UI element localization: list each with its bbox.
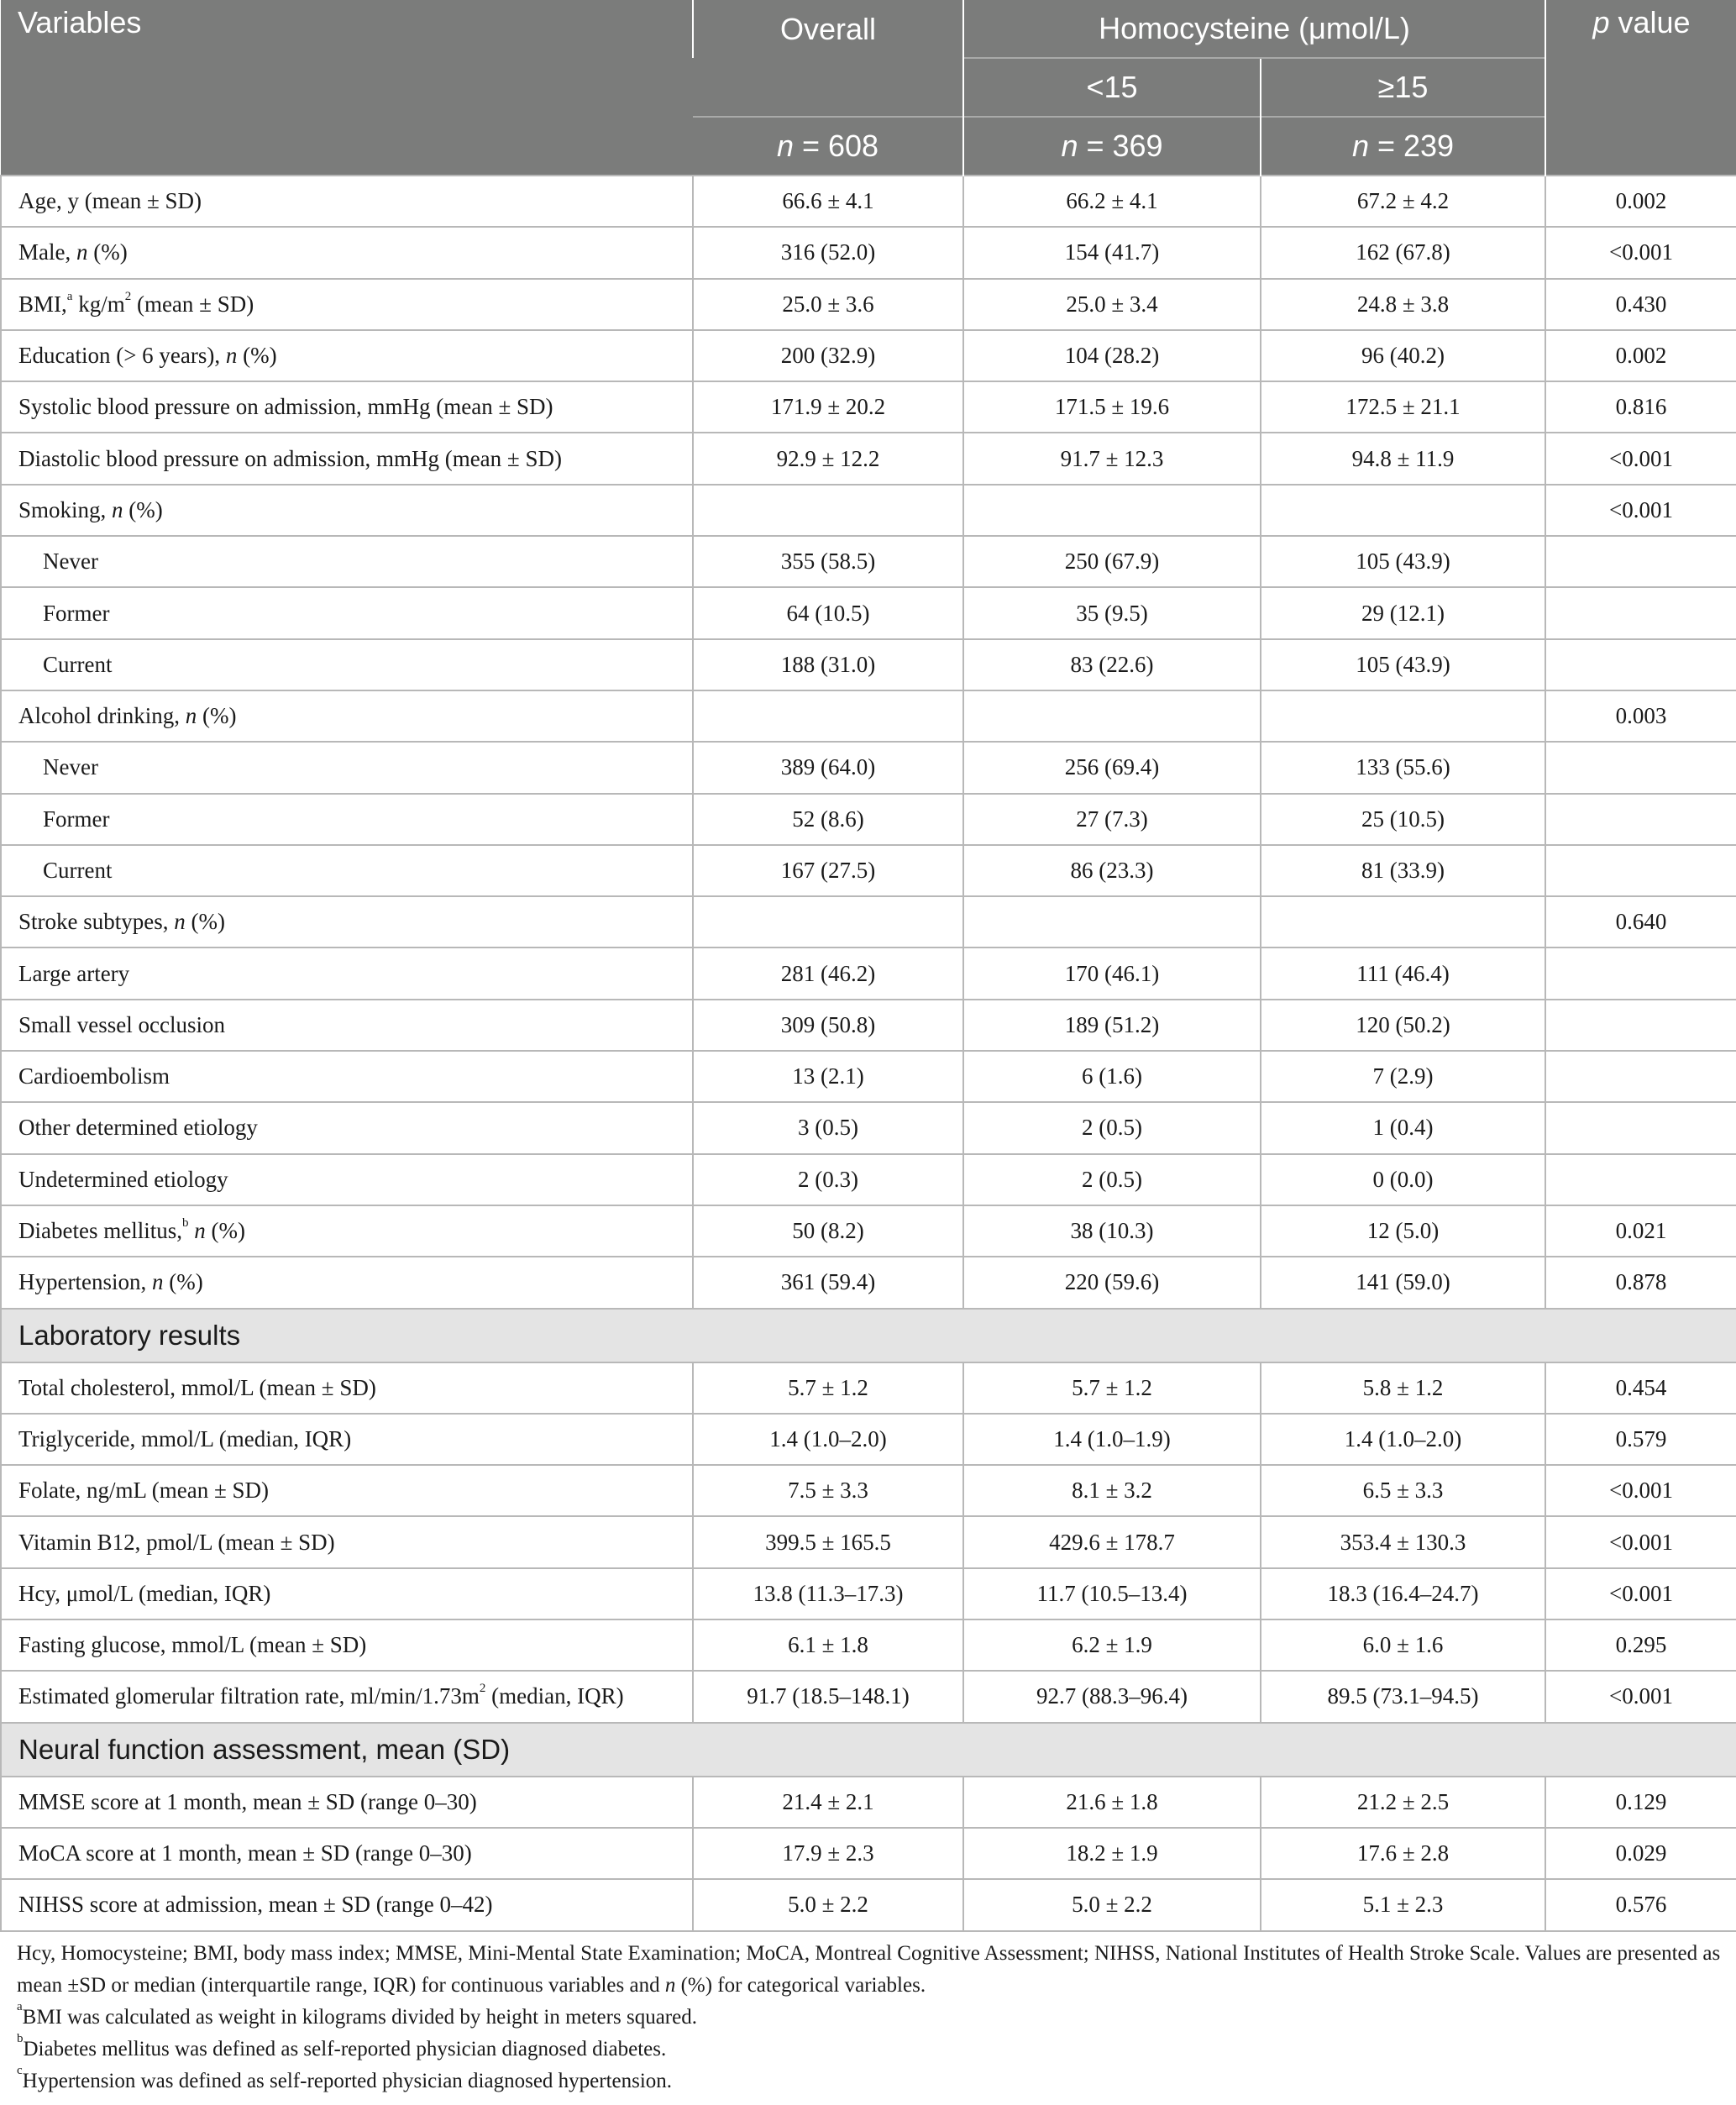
- cell-lt15: 6 (1.6): [963, 1051, 1261, 1102]
- cell-p-value: [1545, 536, 1736, 587]
- cell-overall: 200 (32.9): [693, 330, 963, 381]
- cell-p-value: [1545, 948, 1736, 999]
- table-row: [1, 896, 1736, 948]
- cell-overall: 91.7 (18.5–148.1): [693, 1671, 963, 1722]
- cell-ge15: [1261, 485, 1545, 536]
- cell-overall: 13 (2.1): [693, 1051, 963, 1102]
- table-row: [1, 1879, 1736, 1930]
- row-label: Stroke subtypes, n (%): [1, 896, 693, 948]
- row-label: Education (> 6 years), n (%): [1, 330, 693, 381]
- row-label: MMSE score at 1 month, mean ± SD (range 0–30): [1, 1777, 693, 1828]
- table-row: [1, 485, 1736, 536]
- cell-lt15: 5.0 ± 2.2: [963, 1879, 1261, 1930]
- cell-lt15: 104 (28.2): [963, 330, 1261, 381]
- cell-p-value: <0.001: [1545, 1516, 1736, 1567]
- cell-p-value: 0.129: [1545, 1777, 1736, 1828]
- section-row-lab-section: [1, 1309, 1736, 1362]
- row-label: Age, y (mean ± SD): [1, 176, 693, 227]
- cell-ge15: 25 (10.5): [1261, 794, 1545, 845]
- footnote-abbreviations: Hcy, Homocysteine; BMI, body mass index; MMSE, Mini-Mental State Examination; MoCA, Montreal Cognitive Assessment; NIHSS, National Institutes of Health Stroke Scale. Values are presented as mean ±SD or median (interquartile range, IQR) for continuous variables and n (%) for categorical variables.: [17, 1942, 1721, 1997]
- header-homocysteine-group: Homocysteine (μmol/L): [963, 0, 1545, 58]
- cell-ge15: 172.5 ± 21.1: [1261, 381, 1545, 433]
- cell-lt15: 171.5 ± 19.6: [963, 381, 1261, 433]
- row-label: Large artery: [1, 948, 693, 999]
- cell-ge15: 111 (46.4): [1261, 948, 1545, 999]
- cell-overall: 2 (0.3): [693, 1154, 963, 1205]
- cell-overall: 50 (8.2): [693, 1205, 963, 1257]
- cell-lt15: 429.6 ± 178.7: [963, 1516, 1261, 1567]
- row-label: Current: [1, 845, 693, 896]
- row-label: Systolic blood pressure on admission, mmHg (mean ± SD): [1, 381, 693, 433]
- cell-lt15: 21.6 ± 1.8: [963, 1777, 1261, 1828]
- cell-overall: 25.0 ± 3.6: [693, 279, 963, 330]
- cell-lt15: 154 (41.7): [963, 227, 1261, 278]
- cell-p-value: <0.001: [1545, 1671, 1736, 1722]
- cell-ge15: 141 (59.0): [1261, 1257, 1545, 1308]
- cell-p-value: <0.001: [1545, 433, 1736, 484]
- cell-ge15: 89.5 (73.1–94.5): [1261, 1671, 1545, 1722]
- cell-lt15: [963, 485, 1261, 536]
- table-row: [1, 1619, 1736, 1671]
- cell-overall: 3 (0.5): [693, 1102, 963, 1153]
- header-lt15: <15: [963, 58, 1261, 117]
- table-row: [1, 845, 1736, 896]
- cell-p-value: 0.576: [1545, 1879, 1736, 1930]
- cell-overall: [693, 896, 963, 948]
- table-row: [1, 227, 1736, 278]
- cell-overall: 17.9 ± 2.3: [693, 1828, 963, 1879]
- cell-ge15: 81 (33.9): [1261, 845, 1545, 896]
- cell-lt15: 27 (7.3): [963, 794, 1261, 845]
- cell-ge15: 162 (67.8): [1261, 227, 1545, 278]
- cell-overall: 171.9 ± 20.2: [693, 381, 963, 433]
- cell-ge15: 96 (40.2): [1261, 330, 1545, 381]
- cell-p-value: <0.001: [1545, 485, 1736, 536]
- row-label: Diabetes mellitus,$^b$ n (%): [1, 1205, 693, 1257]
- cell-lt15: 2 (0.5): [963, 1154, 1261, 1205]
- table-row: [1, 1828, 1736, 1879]
- cell-p-value: 0.878: [1545, 1257, 1736, 1308]
- cell-overall: 167 (27.5): [693, 845, 963, 896]
- table-row: [1, 1257, 1736, 1308]
- cell-overall: [693, 690, 963, 742]
- table-row: [1, 1000, 1736, 1051]
- cell-ge15: 18.3 (16.4–24.7): [1261, 1568, 1545, 1619]
- cell-p-value: [1545, 1154, 1736, 1205]
- cell-overall: 6.1 ± 1.8: [693, 1619, 963, 1671]
- cell-ge15: 133 (55.6): [1261, 742, 1545, 793]
- cell-overall: 64 (10.5): [693, 587, 963, 638]
- cell-p-value: 0.640: [1545, 896, 1736, 948]
- cell-ge15: 94.8 ± 11.9: [1261, 433, 1545, 484]
- table-row: [1, 279, 1736, 330]
- cell-p-value: [1545, 1102, 1736, 1153]
- cell-lt15: 220 (59.6): [963, 1257, 1261, 1308]
- cell-p-value: 0.579: [1545, 1414, 1736, 1465]
- cell-overall: 21.4 ± 2.1: [693, 1777, 963, 1828]
- row-label: Estimated glomerular filtration rate, $ml/\min/1.73m^2$ (median, IQR): [1, 1671, 693, 1722]
- table-row: [1, 1051, 1736, 1102]
- cell-p-value: [1545, 639, 1736, 690]
- cell-ge15: 24.8 ± 3.8: [1261, 279, 1545, 330]
- header-n-overall: n = 608: [693, 117, 963, 176]
- table-row: [1, 1205, 1736, 1257]
- row-label: Undetermined etiology: [1, 1154, 693, 1205]
- cell-lt15: 35 (9.5): [963, 587, 1261, 638]
- cell-ge15: 7 (2.9): [1261, 1051, 1545, 1102]
- cell-ge15: 0 (0.0): [1261, 1154, 1545, 1205]
- row-label: Former: [1, 587, 693, 638]
- row-label: Former: [1, 794, 693, 845]
- table-row: [1, 1465, 1736, 1516]
- cell-lt15: 83 (22.6): [963, 639, 1261, 690]
- cell-lt15: [963, 896, 1261, 948]
- cell-p-value: <0.001: [1545, 1568, 1736, 1619]
- table-row: [1, 794, 1736, 845]
- table-row: [1, 1777, 1736, 1828]
- table-row: [1, 1362, 1736, 1414]
- row-label: MoCA score at 1 month, mean ± SD (range 0–30): [1, 1828, 693, 1879]
- cell-p-value: [1545, 1000, 1736, 1051]
- cell-ge15: 67.2 ± 4.2: [1261, 176, 1545, 227]
- table-row: [1, 587, 1736, 638]
- cell-p-value: 0.003: [1545, 690, 1736, 742]
- row-label: Total cholesterol, mmol/L (mean ± SD): [1, 1362, 693, 1414]
- cell-ge15: 12 (5.0): [1261, 1205, 1545, 1257]
- header-overall: Overall: [693, 0, 963, 58]
- cell-overall: 188 (31.0): [693, 639, 963, 690]
- cell-overall: 66.6 ± 4.1: [693, 176, 963, 227]
- table-row: [1, 1414, 1736, 1465]
- header-n-ge15: n = 239: [1261, 117, 1545, 176]
- cell-ge15: 29 (12.1): [1261, 587, 1545, 638]
- row-label: Triglyceride, mmol/L (median, IQR): [1, 1414, 693, 1465]
- row-label: Alcohol drinking, n (%): [1, 690, 693, 742]
- table-row: [1, 1671, 1736, 1722]
- cell-ge15: 6.5 ± 3.3: [1261, 1465, 1545, 1516]
- table-row: [1, 948, 1736, 999]
- header-variables: Variables: [1, 0, 693, 176]
- cell-p-value: 0.002: [1545, 176, 1736, 227]
- row-label: Fasting glucose, mmol/L (mean ± SD): [1, 1619, 693, 1671]
- cell-ge15: [1261, 690, 1545, 742]
- cell-ge15: 5.1 ± 2.3: [1261, 1879, 1545, 1930]
- table-header: [1, 0, 1736, 176]
- header-n-lt15: n = 369: [963, 117, 1261, 176]
- cell-p-value: 0.029: [1545, 1828, 1736, 1879]
- cell-ge15: 21.2 ± 2.5: [1261, 1777, 1545, 1828]
- header-ge15: ≥15: [1261, 58, 1545, 117]
- cell-lt15: 91.7 ± 12.3: [963, 433, 1261, 484]
- cell-overall: 361 (59.4): [693, 1257, 963, 1308]
- row-label: NIHSS score at admission, mean ± SD (range 0–42): [1, 1879, 693, 1930]
- table-body: [1, 176, 1736, 1931]
- cell-overall: 355 (58.5): [693, 536, 963, 587]
- cell-p-value: <0.001: [1545, 1465, 1736, 1516]
- cell-ge15: 5.8 ± 1.2: [1261, 1362, 1545, 1414]
- cell-overall: 5.7 ± 1.2: [693, 1362, 963, 1414]
- section-row-neural-section: [1, 1723, 1736, 1777]
- cell-ge15: 1 (0.4): [1261, 1102, 1545, 1153]
- cell-lt15: [963, 690, 1261, 742]
- cell-p-value: [1545, 845, 1736, 896]
- footnote-c: $^c$Hypertension was defined as self-reported physician diagnosed hypertension.: [17, 2064, 673, 2092]
- row-label: Current: [1, 639, 693, 690]
- cell-lt15: 6.2 ± 1.9: [963, 1619, 1261, 1671]
- cell-overall: 281 (46.2): [693, 948, 963, 999]
- cell-lt15: 250 (67.9): [963, 536, 1261, 587]
- cell-p-value: <0.001: [1545, 227, 1736, 278]
- table-row: [1, 330, 1736, 381]
- cell-lt15: 8.1 ± 3.2: [963, 1465, 1261, 1516]
- row-label: BMI,$^a$ $kg/m^2$ (mean ± SD): [1, 279, 693, 330]
- cell-overall: 52 (8.6): [693, 794, 963, 845]
- cell-lt15: 25.0 ± 3.4: [963, 279, 1261, 330]
- table-row: [1, 1154, 1736, 1205]
- table-row: [1, 1568, 1736, 1619]
- cell-p-value: 0.454: [1545, 1362, 1736, 1414]
- section-title: Neural function assessment, mean (SD): [1, 1723, 1736, 1777]
- table-row: [1, 176, 1736, 227]
- cell-lt15: 18.2 ± 1.9: [963, 1828, 1261, 1879]
- cell-lt15: 11.7 (10.5–13.4): [963, 1568, 1261, 1619]
- cell-lt15: 92.7 (88.3–96.4): [963, 1671, 1261, 1722]
- cell-p-value: 0.816: [1545, 381, 1736, 433]
- cell-ge15: 105 (43.9): [1261, 639, 1545, 690]
- cell-overall: 92.9 ± 12.2: [693, 433, 963, 484]
- cell-overall: 316 (52.0): [693, 227, 963, 278]
- row-label: Never: [1, 536, 693, 587]
- cell-overall: 13.8 (11.3–17.3): [693, 1568, 963, 1619]
- cell-ge15: 6.0 ± 1.6: [1261, 1619, 1545, 1671]
- cell-ge15: 1.4 (1.0–2.0): [1261, 1414, 1545, 1465]
- table-row: [1, 536, 1736, 587]
- row-label: Vitamin B12, pmol/L (mean ± SD): [1, 1516, 693, 1567]
- cell-overall: 1.4 (1.0–2.0): [693, 1414, 963, 1465]
- table-footnotes: [17, 1938, 1722, 2097]
- cell-lt15: 2 (0.5): [963, 1102, 1261, 1153]
- cell-lt15: 5.7 ± 1.2: [963, 1362, 1261, 1414]
- cell-ge15: [1261, 896, 1545, 948]
- row-label: Small vessel occlusion: [1, 1000, 693, 1051]
- cell-overall: 7.5 ± 3.3: [693, 1465, 963, 1516]
- table-row: [1, 1102, 1736, 1153]
- header-p-value: p value: [1545, 0, 1736, 176]
- table-row: [1, 433, 1736, 484]
- cell-p-value: [1545, 794, 1736, 845]
- row-label: Male, n (%): [1, 227, 693, 278]
- cell-p-value: [1545, 742, 1736, 793]
- cell-p-value: 0.430: [1545, 279, 1736, 330]
- table-row: [1, 1516, 1736, 1567]
- row-label: Never: [1, 742, 693, 793]
- cell-lt15: 256 (69.4): [963, 742, 1261, 793]
- footnote-a: $^a$BMI was calculated as weight in kilograms divided by height in meters squared.: [17, 2000, 697, 2029]
- cell-ge15: 120 (50.2): [1261, 1000, 1545, 1051]
- cell-p-value: 0.002: [1545, 330, 1736, 381]
- row-label: Hypertension, n (%): [1, 1257, 693, 1308]
- table-row: [1, 639, 1736, 690]
- table-row: [1, 381, 1736, 433]
- section-title: Laboratory results: [1, 1309, 1736, 1362]
- row-label: Smoking, n (%): [1, 485, 693, 536]
- footnote-b: $^b$Diabetes mellitus was defined as self-reported physician diagnosed diabetes.: [17, 2032, 667, 2060]
- cell-overall: 5.0 ± 2.2: [693, 1879, 963, 1930]
- row-label: Cardioembolism: [1, 1051, 693, 1102]
- cell-overall: [693, 485, 963, 536]
- cell-lt15: 1.4 (1.0–1.9): [963, 1414, 1261, 1465]
- cell-p-value: 0.295: [1545, 1619, 1736, 1671]
- cell-lt15: 170 (46.1): [963, 948, 1261, 999]
- cell-lt15: 66.2 ± 4.1: [963, 176, 1261, 227]
- cell-lt15: 38 (10.3): [963, 1205, 1261, 1257]
- header-overall-blank: [693, 58, 963, 117]
- cell-p-value: [1545, 1051, 1736, 1102]
- cell-overall: 309 (50.8): [693, 1000, 963, 1051]
- cell-p-value: 0.021: [1545, 1205, 1736, 1257]
- row-label: Diastolic blood pressure on admission, mmHg (mean ± SD): [1, 433, 693, 484]
- row-label: Folate, ng/mL (mean ± SD): [1, 1465, 693, 1516]
- cell-overall: 399.5 ± 165.5: [693, 1516, 963, 1567]
- table-row: [1, 690, 1736, 742]
- row-label: Hcy, μmol/L (median, IQR): [1, 1568, 693, 1619]
- cell-ge15: 17.6 ± 2.8: [1261, 1828, 1545, 1879]
- table-row: [1, 742, 1736, 793]
- cell-overall: 389 (64.0): [693, 742, 963, 793]
- cell-p-value: [1545, 587, 1736, 638]
- cell-lt15: 189 (51.2): [963, 1000, 1261, 1051]
- cell-lt15: 86 (23.3): [963, 845, 1261, 896]
- cell-ge15: 353.4 ± 130.3: [1261, 1516, 1545, 1567]
- cell-ge15: 105 (43.9): [1261, 536, 1545, 587]
- row-label: Other determined etiology: [1, 1102, 693, 1153]
